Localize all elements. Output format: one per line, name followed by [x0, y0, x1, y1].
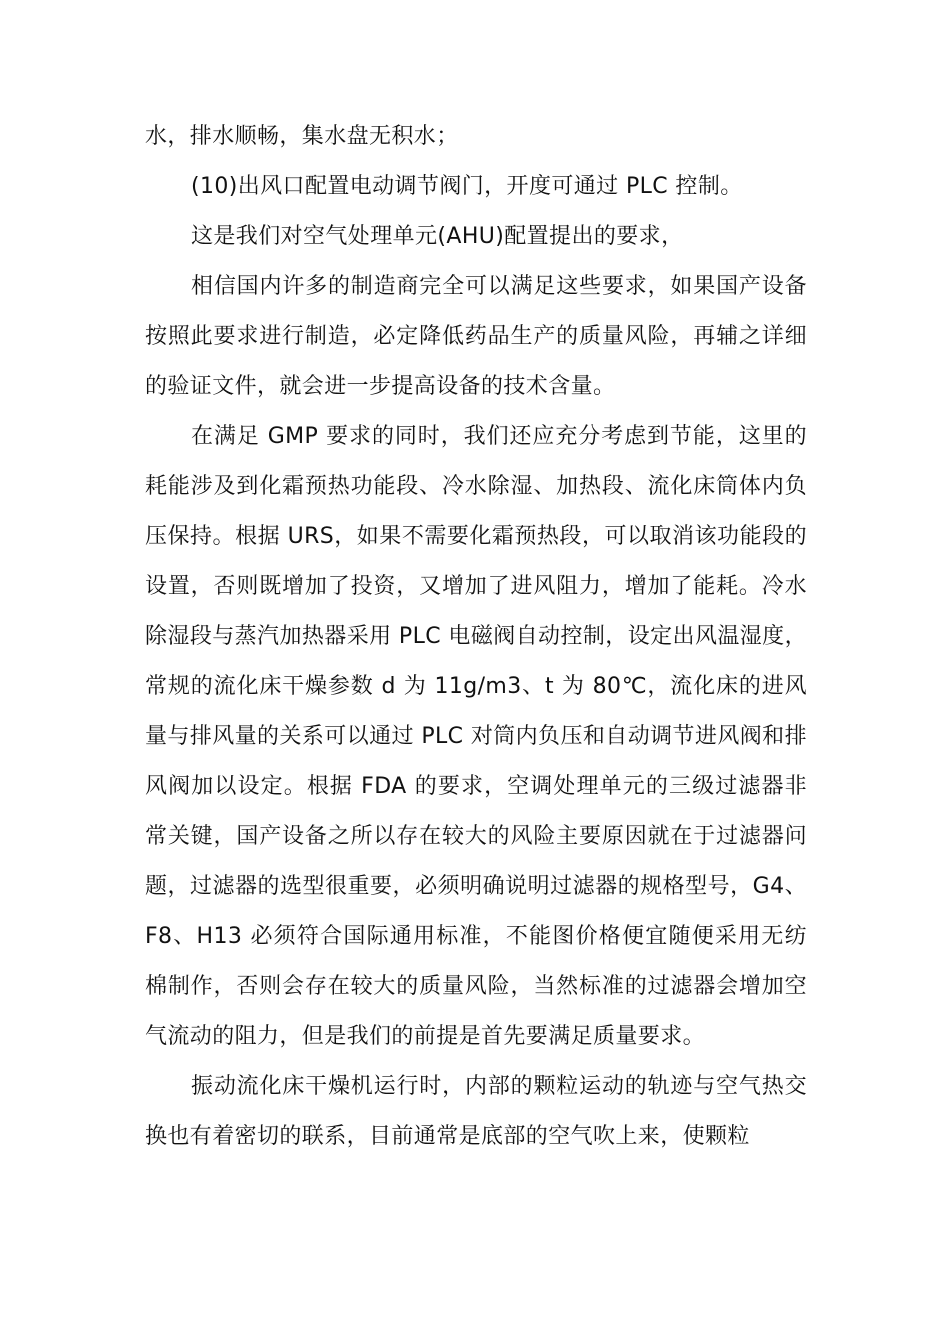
paragraph-item-10: (10)出风口配置电动调节阀门，开度可通过 PLC 控制。 — [191, 174, 743, 199]
paragraph-domestic-manufacturers: 相信国内许多的制造商完全可以满足这些要求，如果国产设备按照此要求进行制造，必定降低药品生产的质量风险，再辅之详细的验证文件，就会进一步提高设备的技术含量。 — [145, 274, 807, 399]
paragraph-vibrating-fluid-bed: 振动流化床干燥机运行时，内部的颗粒运动的轨迹与空气热交换也有着密切的联系，目前通常是底部的空气吹上来，使颗粒 — [145, 1074, 807, 1149]
paragraph-ahu-requirements: 这是我们对空气处理单元(AHU)配置提出的要求， — [191, 224, 684, 249]
paragraph-energy-saving: 在满足 GMP 要求的同时，我们还应充分考虑到节能，这里的耗能涉及到化霜预热功能段、冷水除湿、加热段、流化床筒体内负压保持。根据 URS，如果不需要化霜预热段，可以取消该功能段的设置，否则既增加了投资，又增加了进风阻力，增加了能耗。冷水除湿段与蒸汽加热器采用 PLC 电磁阀自动控制，设定出风温湿度，常规的流化床干燥参数 d 为 11g/m3、t 为 80℃，流化床的进风量与排风量的关系可以通过 PLC 对筒内负压和自动调节进风阀和排风阀加以设定。根据 FDA 的要求，空调处理单元的三级过滤器非常关键，国产设备之所以存在较大的风险主要原因就在于过滤器问题，过滤器的选型很重要，必须明确说明过滤器的规格型号，G4、F8、H13 必须符合国际通用标准，不能图价格便宜随便采用无纺棉制作，否则会存在较大的质量风险，当然标准的过滤器会增加空气流动的阻力，但是我们的前提是首先要满足质量要求。 — [145, 424, 807, 1049]
paragraph-continuation: 水，排水顺畅，集水盘无积水； — [145, 124, 459, 149]
document-body — [145, 112, 807, 1162]
